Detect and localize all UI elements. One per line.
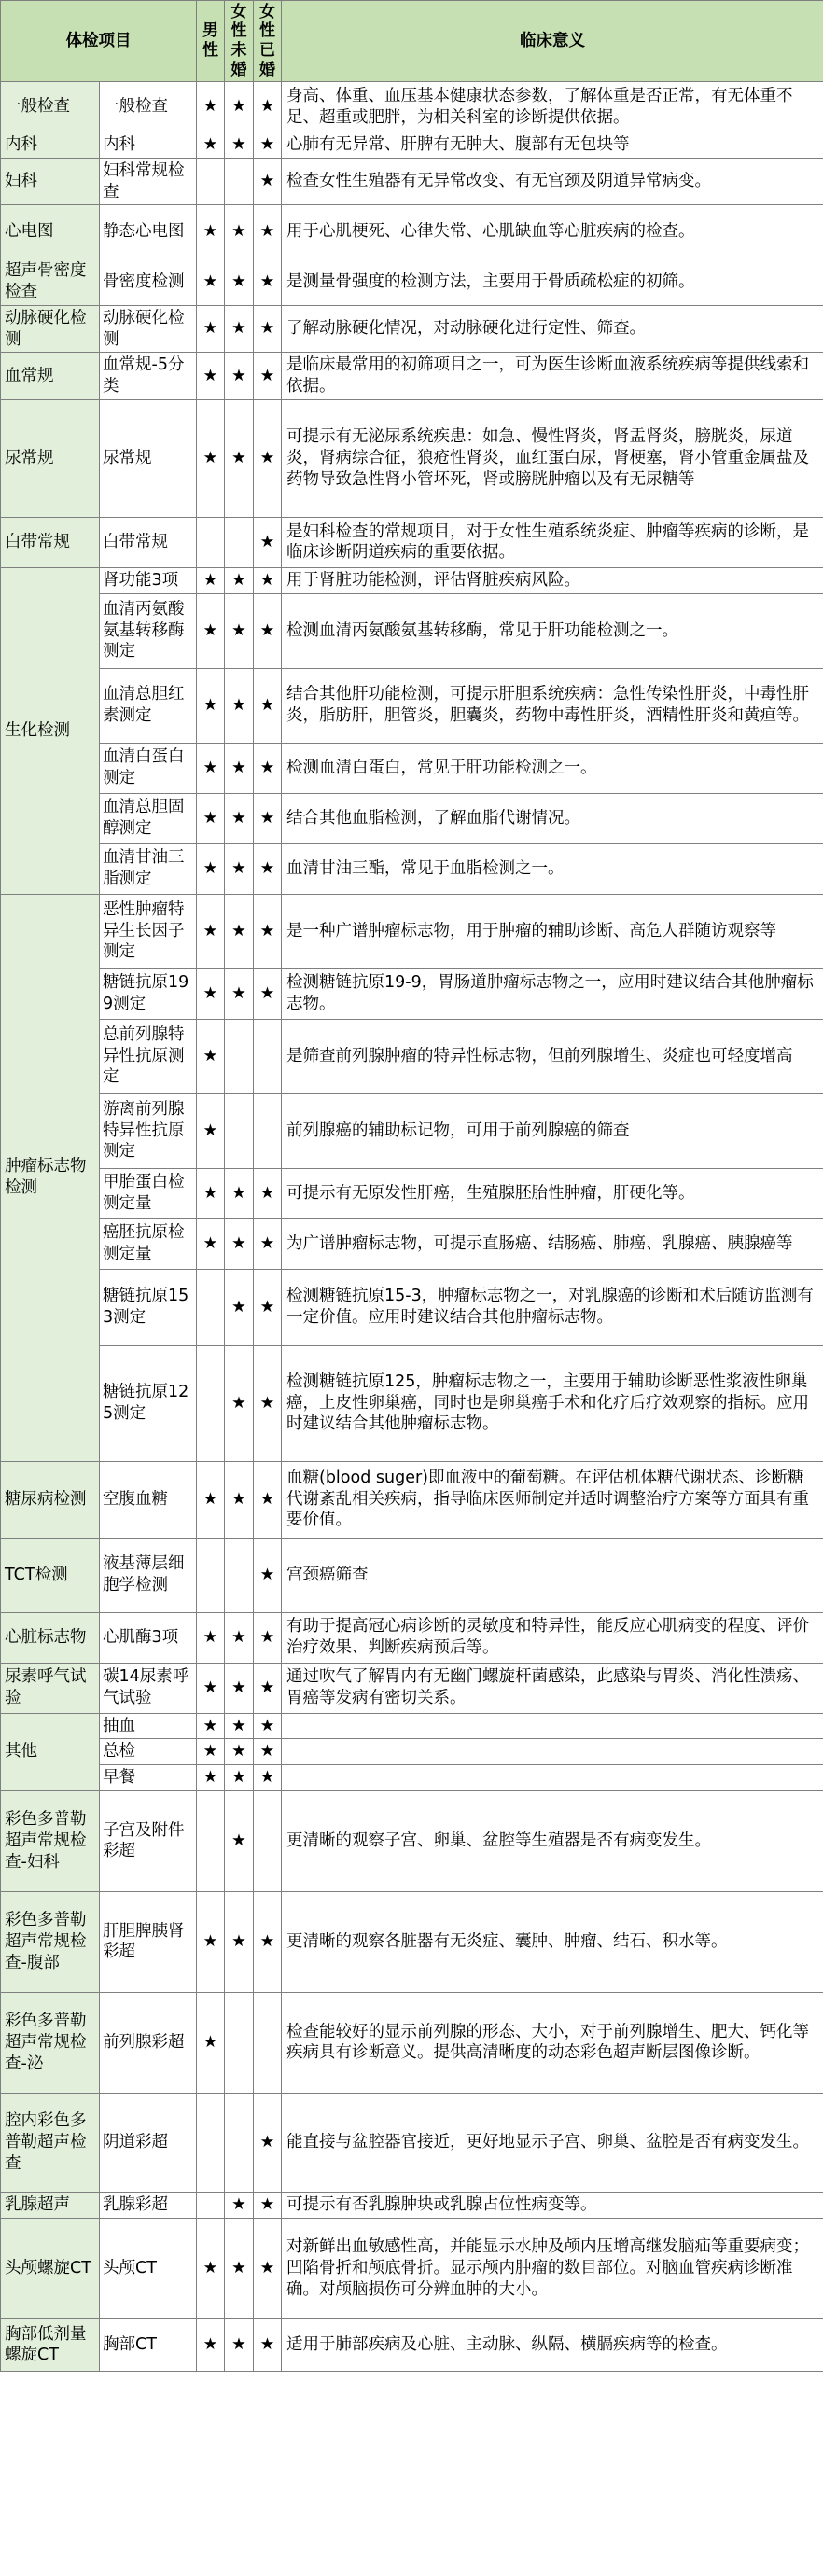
sub-item-cell: 前列腺彩超 bbox=[100, 1992, 197, 2093]
table-row bbox=[1, 517, 823, 567]
female-married-mark: ★ bbox=[254, 258, 282, 306]
meaning-cell: 用于心肌梗死、心律失常、心肌缺血等心脏疾病的检查。 bbox=[282, 205, 823, 258]
male-mark: ★ bbox=[197, 1461, 225, 1538]
male-mark bbox=[197, 1345, 225, 1461]
table-row bbox=[1, 399, 823, 517]
female-married-mark: ★ bbox=[254, 399, 282, 517]
female-married-mark: ★ bbox=[254, 593, 282, 668]
category-cell: 超声骨密度检查 bbox=[1, 258, 100, 306]
sub-item-cell: 尿常规 bbox=[100, 399, 197, 517]
meaning-cell: 能直接与盆腔器官接近，更好地显示子宫、卵巢、盆腔是否有病变发生。 bbox=[282, 2093, 823, 2192]
female-unmarried-mark: ★ bbox=[225, 1345, 254, 1461]
meaning-cell: 身高、体重、血压基本健康状态参数，了解体重是否正常，有无体重不足、超重或肥胖，为相关科室的诊断提供依据。 bbox=[282, 82, 823, 132]
meaning-cell: 对新鲜出血敏感性高，并能显示水肿及颅内压增高继发脑疝等重要病变；凹陷骨折和颅底骨折。显示颅内肿瘤的数目部位。对脑血管疾病诊断准确。对颅脑损伤可分辨血肿的大小。 bbox=[282, 2218, 823, 2318]
table-row bbox=[1, 1269, 823, 1345]
table-row bbox=[1, 1765, 823, 1791]
meaning-cell: 结合其他血脂检测，了解血脂代谢情况。 bbox=[282, 793, 823, 843]
meaning-cell: 前列腺癌的辅助标记物，可用于前列腺癌的筛查 bbox=[282, 1093, 823, 1168]
table-row bbox=[1, 1992, 823, 2093]
table-row bbox=[1, 353, 823, 400]
male-mark: ★ bbox=[197, 2318, 225, 2371]
sub-item-cell: 血清甘油三脂测定 bbox=[100, 843, 197, 894]
table-row bbox=[1, 2218, 823, 2318]
male-mark: ★ bbox=[197, 743, 225, 793]
table-row bbox=[1, 1461, 823, 1538]
female-unmarried-mark: ★ bbox=[225, 1168, 254, 1218]
sub-item-cell: 乳腺彩超 bbox=[100, 2192, 197, 2218]
male-mark: ★ bbox=[197, 1218, 225, 1269]
male-mark bbox=[197, 1269, 225, 1345]
meaning-cell: 适用于肺部疾病及心脏、主动脉、纵隔、横膈疾病等的检查。 bbox=[282, 2318, 823, 2371]
female-unmarried-mark: ★ bbox=[225, 843, 254, 894]
table-row bbox=[1, 1739, 823, 1765]
sub-item-cell: 内科 bbox=[100, 132, 197, 159]
header-row bbox=[1, 1, 823, 82]
male-mark: ★ bbox=[197, 1093, 225, 1168]
sub-item-cell: 肝胆脾胰肾彩超 bbox=[100, 1891, 197, 1992]
male-mark: ★ bbox=[197, 1663, 225, 1713]
sub-item-cell: 糖链抗原125测定 bbox=[100, 1345, 197, 1461]
female-unmarried-mark: ★ bbox=[225, 668, 254, 743]
sub-item-cell: 甲胎蛋白检测定量 bbox=[100, 1168, 197, 1218]
male-mark: ★ bbox=[197, 843, 225, 894]
male-mark: ★ bbox=[197, 82, 225, 132]
category-cell: 彩色多普勒超声常规检查-妇科 bbox=[1, 1790, 100, 1891]
female-married-mark bbox=[254, 1790, 282, 1891]
sub-item-cell: 血清总胆红素测定 bbox=[100, 668, 197, 743]
male-mark: ★ bbox=[197, 399, 225, 517]
meaning-cell: 检查女性生殖器有无异常改变、有无宫颈及阴道异常病变。 bbox=[282, 158, 823, 205]
sub-item-cell: 一般检查 bbox=[100, 82, 197, 132]
meaning-cell: 血糖(blood suger)即血液中的葡萄糖。在评估机体糖代谢状态、诊断糖代谢紊乱相关疾病，指导临床医师制定并适时调整治疗方案等方面具有重要价值。 bbox=[282, 1461, 823, 1538]
sub-item-cell: 血常规-5分类 bbox=[100, 353, 197, 400]
female-married-mark: ★ bbox=[254, 968, 282, 1019]
female-married-mark: ★ bbox=[254, 1765, 282, 1791]
female-married-mark: ★ bbox=[254, 668, 282, 743]
meaning-cell: 结合其他肝功能检测，可提示肝胆系统疾病：急性传染性肝炎，中毒性肝炎，脂肪肝，胆管炎，胆囊炎，药物中毒性肝炎，酒精性肝炎和黄疸等。 bbox=[282, 668, 823, 743]
female-married-mark: ★ bbox=[254, 305, 282, 353]
male-mark: ★ bbox=[197, 205, 225, 258]
male-mark: ★ bbox=[197, 1713, 225, 1739]
meaning-cell: 通过吹气了解胃内有无幽门螺旋杆菌感染，此感染与胃炎、消化性溃疡、胃癌等发病有密切关系。 bbox=[282, 1663, 823, 1713]
male-mark: ★ bbox=[197, 258, 225, 306]
female-unmarried-mark: ★ bbox=[225, 894, 254, 968]
meaning-cell: 检测糖链抗原19-9，胃肠道肿瘤标志物之一，应用时建议结合其他肿瘤标志物。 bbox=[282, 968, 823, 1019]
sub-item-cell: 静态心电图 bbox=[100, 205, 197, 258]
table-row bbox=[1, 567, 823, 593]
sub-item-cell: 胸部CT bbox=[100, 2318, 197, 2371]
female-married-mark: ★ bbox=[254, 2318, 282, 2371]
female-married-mark: ★ bbox=[254, 1345, 282, 1461]
header-female-unmarried: 女性未婚 bbox=[225, 1, 254, 82]
sub-item-cell: 妇科常规检查 bbox=[100, 158, 197, 205]
table-row bbox=[1, 1891, 823, 1992]
female-unmarried-mark: ★ bbox=[225, 205, 254, 258]
sub-item-cell: 空腹血糖 bbox=[100, 1461, 197, 1538]
category-cell: 白带常规 bbox=[1, 517, 100, 567]
table-row bbox=[1, 593, 823, 668]
category-cell: 动脉硬化检测 bbox=[1, 305, 100, 353]
table-row bbox=[1, 743, 823, 793]
female-married-mark: ★ bbox=[254, 567, 282, 593]
male-mark bbox=[197, 1538, 225, 1612]
sub-item-cell: 血清总胆固醇测定 bbox=[100, 793, 197, 843]
table-row bbox=[1, 1612, 823, 1663]
male-mark: ★ bbox=[197, 1739, 225, 1765]
category-cell: 彩色多普勒超声常规检查-腹部 bbox=[1, 1891, 100, 1992]
male-mark: ★ bbox=[197, 1612, 225, 1663]
header-item: 体检项目 bbox=[1, 1, 197, 82]
male-mark: ★ bbox=[197, 793, 225, 843]
female-married-mark: ★ bbox=[254, 2093, 282, 2192]
meaning-cell bbox=[282, 1713, 823, 1739]
meaning-cell: 可提示有否乳腺肿块或乳腺占位性病变等。 bbox=[282, 2192, 823, 2218]
female-unmarried-mark bbox=[225, 1093, 254, 1168]
meaning-cell: 可提示有无原发性肝癌，生殖腺胚胎性肿瘤，肝硬化等。 bbox=[282, 1168, 823, 1218]
female-unmarried-mark bbox=[225, 1019, 254, 1093]
table-row bbox=[1, 205, 823, 258]
meaning-cell: 是临床最常用的初筛项目之一，可为医生诊断血液系统疾病等提供线索和依据。 bbox=[282, 353, 823, 400]
sub-item-cell: 癌胚抗原检测定量 bbox=[100, 1218, 197, 1269]
male-mark: ★ bbox=[197, 668, 225, 743]
female-unmarried-mark: ★ bbox=[225, 1218, 254, 1269]
female-unmarried-mark: ★ bbox=[225, 567, 254, 593]
category-cell: 一般检查 bbox=[1, 82, 100, 132]
sub-item-cell: 肾功能3项 bbox=[100, 567, 197, 593]
category-cell: 心脏标志物 bbox=[1, 1612, 100, 1663]
category-cell: 尿素呼气试验 bbox=[1, 1663, 100, 1713]
female-married-mark bbox=[254, 1992, 282, 2093]
category-cell: TCT检测 bbox=[1, 1538, 100, 1612]
category-cell: 生化检测 bbox=[1, 567, 100, 894]
sub-item-cell: 血清丙氨酸氨基转移酶测定 bbox=[100, 593, 197, 668]
female-married-mark: ★ bbox=[254, 517, 282, 567]
female-unmarried-mark: ★ bbox=[225, 1269, 254, 1345]
table-row bbox=[1, 132, 823, 159]
female-unmarried-mark: ★ bbox=[225, 1663, 254, 1713]
sub-item-cell: 骨密度检测 bbox=[100, 258, 197, 306]
female-married-mark: ★ bbox=[254, 2218, 282, 2318]
sub-item-cell: 抽血 bbox=[100, 1713, 197, 1739]
female-married-mark: ★ bbox=[254, 1538, 282, 1612]
female-unmarried-mark: ★ bbox=[225, 743, 254, 793]
female-unmarried-mark: ★ bbox=[225, 82, 254, 132]
meaning-cell: 了解动脉硬化情况，对动脉硬化进行定性、筛查。 bbox=[282, 305, 823, 353]
male-mark: ★ bbox=[197, 132, 225, 159]
female-unmarried-mark: ★ bbox=[225, 1739, 254, 1765]
category-cell: 糖尿病检测 bbox=[1, 1461, 100, 1538]
female-married-mark: ★ bbox=[254, 1739, 282, 1765]
female-married-mark bbox=[254, 1093, 282, 1168]
female-unmarried-mark: ★ bbox=[225, 305, 254, 353]
female-unmarried-mark: ★ bbox=[225, 1612, 254, 1663]
meaning-cell: 是筛查前列腺肿瘤的特异性标志物，但前列腺增生、炎症也可轻度增高 bbox=[282, 1019, 823, 1093]
table-row bbox=[1, 843, 823, 894]
female-unmarried-mark: ★ bbox=[225, 968, 254, 1019]
sub-item-cell: 心肌酶3项 bbox=[100, 1612, 197, 1663]
male-mark: ★ bbox=[197, 1019, 225, 1093]
female-unmarried-mark: ★ bbox=[225, 399, 254, 517]
female-married-mark: ★ bbox=[254, 132, 282, 159]
female-unmarried-mark bbox=[225, 1992, 254, 2093]
table-row bbox=[1, 793, 823, 843]
male-mark: ★ bbox=[197, 353, 225, 400]
female-unmarried-mark: ★ bbox=[225, 132, 254, 159]
category-cell: 腔内彩色多普勒超声检查 bbox=[1, 2093, 100, 2192]
male-mark bbox=[197, 517, 225, 567]
female-married-mark: ★ bbox=[254, 1218, 282, 1269]
female-married-mark: ★ bbox=[254, 205, 282, 258]
meaning-cell: 更清晰的观察子宫、卵巢、盆腔等生殖器是否有病变发生。 bbox=[282, 1790, 823, 1891]
table-row bbox=[1, 894, 823, 968]
table-row bbox=[1, 1218, 823, 1269]
category-cell: 乳腺超声 bbox=[1, 2192, 100, 2218]
male-mark: ★ bbox=[197, 894, 225, 968]
male-mark: ★ bbox=[197, 305, 225, 353]
category-cell: 其他 bbox=[1, 1713, 100, 1790]
female-unmarried-mark bbox=[225, 1538, 254, 1612]
category-cell: 血常规 bbox=[1, 353, 100, 400]
male-mark: ★ bbox=[197, 1168, 225, 1218]
table-row bbox=[1, 2318, 823, 2371]
female-unmarried-mark: ★ bbox=[225, 2318, 254, 2371]
female-married-mark: ★ bbox=[254, 1891, 282, 1992]
table-row bbox=[1, 1663, 823, 1713]
male-mark: ★ bbox=[197, 1992, 225, 2093]
table-row bbox=[1, 2192, 823, 2218]
category-cell: 胸部低剂量螺旋CT bbox=[1, 2318, 100, 2371]
sub-item-cell: 游离前列腺特异性抗原测定 bbox=[100, 1093, 197, 1168]
table-row bbox=[1, 668, 823, 743]
female-unmarried-mark: ★ bbox=[225, 1765, 254, 1791]
meaning-cell: 是测量骨强度的检测方法，主要用于骨质疏松症的初筛。 bbox=[282, 258, 823, 306]
female-unmarried-mark: ★ bbox=[225, 1461, 254, 1538]
table-row bbox=[1, 1168, 823, 1218]
male-mark: ★ bbox=[197, 968, 225, 1019]
female-married-mark: ★ bbox=[254, 1168, 282, 1218]
male-mark: ★ bbox=[197, 1765, 225, 1791]
meaning-cell: 是一种广谱肿瘤标志物，用于肿瘤的辅助诊断、高危人群随访观察等 bbox=[282, 894, 823, 968]
category-cell: 妇科 bbox=[1, 158, 100, 205]
table-row bbox=[1, 1538, 823, 1612]
female-married-mark: ★ bbox=[254, 793, 282, 843]
table-row bbox=[1, 158, 823, 205]
meaning-cell: 用于肾脏功能检测，评估肾脏疾病风险。 bbox=[282, 567, 823, 593]
sub-item-cell: 糖链抗原199测定 bbox=[100, 968, 197, 1019]
table-row bbox=[1, 305, 823, 353]
sub-item-cell: 液基薄层细胞学检测 bbox=[100, 1538, 197, 1612]
female-married-mark: ★ bbox=[254, 843, 282, 894]
table-row bbox=[1, 1093, 823, 1168]
sub-item-cell: 动脉硬化检测 bbox=[100, 305, 197, 353]
female-married-mark: ★ bbox=[254, 894, 282, 968]
female-married-mark: ★ bbox=[254, 1663, 282, 1713]
sub-item-cell: 阴道彩超 bbox=[100, 2093, 197, 2192]
female-unmarried-mark: ★ bbox=[225, 1790, 254, 1891]
female-unmarried-mark: ★ bbox=[225, 593, 254, 668]
female-unmarried-mark: ★ bbox=[225, 1891, 254, 1992]
female-married-mark: ★ bbox=[254, 158, 282, 205]
male-mark: ★ bbox=[197, 2218, 225, 2318]
female-married-mark: ★ bbox=[254, 1269, 282, 1345]
meaning-cell: 是妇科检查的常规项目，对于女性生殖系统炎症、肿瘤等疾病的诊断，是临床诊断阴道疾病的重要依据。 bbox=[282, 517, 823, 567]
female-unmarried-mark: ★ bbox=[225, 258, 254, 306]
meaning-cell: 宫颈癌筛查 bbox=[282, 1538, 823, 1612]
male-mark bbox=[197, 1790, 225, 1891]
header-female-married: 女性已婚 bbox=[254, 1, 282, 82]
male-mark: ★ bbox=[197, 593, 225, 668]
meaning-cell bbox=[282, 1765, 823, 1791]
male-mark bbox=[197, 158, 225, 205]
female-unmarried-mark bbox=[225, 2093, 254, 2192]
sub-item-cell: 头颅CT bbox=[100, 2218, 197, 2318]
male-mark: ★ bbox=[197, 1891, 225, 1992]
sub-item-cell: 糖链抗原153测定 bbox=[100, 1269, 197, 1345]
meaning-cell: 检测糖链抗原125，肿瘤标志物之一，主要用于辅助诊断恶性浆液性卵巢癌，上皮性卵巢癌，同时也是卵巢癌手术和化疗后疗效观察的指标。应用时建议结合其他肿瘤标志物。 bbox=[282, 1345, 823, 1461]
category-cell: 内科 bbox=[1, 132, 100, 159]
sub-item-cell: 早餐 bbox=[100, 1765, 197, 1791]
female-married-mark: ★ bbox=[254, 353, 282, 400]
meaning-cell: 更清晰的观察各脏器有无炎症、囊肿、肿瘤、结石、积水等。 bbox=[282, 1891, 823, 1992]
table-row bbox=[1, 258, 823, 306]
sub-item-cell: 白带常规 bbox=[100, 517, 197, 567]
female-unmarried-mark: ★ bbox=[225, 793, 254, 843]
meaning-cell: 心肺有无异常、肝脾有无肿大、腹部有无包块等 bbox=[282, 132, 823, 159]
sub-item-cell: 总前列腺特异性抗原测定 bbox=[100, 1019, 197, 1093]
category-cell: 尿常规 bbox=[1, 399, 100, 517]
meaning-cell: 血清甘油三酯，常见于血脂检测之一。 bbox=[282, 843, 823, 894]
table-row bbox=[1, 1790, 823, 1891]
meaning-cell: 检测血清丙氨酸氨基转移酶，常见于肝功能检测之一。 bbox=[282, 593, 823, 668]
table-row bbox=[1, 1019, 823, 1093]
female-married-mark: ★ bbox=[254, 743, 282, 793]
category-cell: 头颅螺旋CT bbox=[1, 2218, 100, 2318]
female-unmarried-mark bbox=[225, 158, 254, 205]
category-cell: 心电图 bbox=[1, 205, 100, 258]
female-married-mark: ★ bbox=[254, 2192, 282, 2218]
female-unmarried-mark: ★ bbox=[225, 2192, 254, 2218]
male-mark: ★ bbox=[197, 567, 225, 593]
female-unmarried-mark: ★ bbox=[225, 353, 254, 400]
table-row bbox=[1, 968, 823, 1019]
sub-item-cell: 恶性肿瘤特异生长因子测定 bbox=[100, 894, 197, 968]
male-mark bbox=[197, 2192, 225, 2218]
female-married-mark: ★ bbox=[254, 1713, 282, 1739]
table-row bbox=[1, 1713, 823, 1739]
female-married-mark bbox=[254, 1019, 282, 1093]
female-unmarried-mark bbox=[225, 517, 254, 567]
female-unmarried-mark: ★ bbox=[225, 2218, 254, 2318]
meaning-cell: 检测血清白蛋白，常见于肝功能检测之一。 bbox=[282, 743, 823, 793]
header-meaning: 临床意义 bbox=[282, 1, 823, 82]
meaning-cell: 检查能较好的显示前列腺的形态、大小，对于前列腺增生、肥大、钙化等疾病具有诊断意义。提供高清晰度的动态彩色超声断层图像诊断。 bbox=[282, 1992, 823, 2093]
meaning-cell: 为广谱肿瘤标志物，可提示直肠癌、结肠癌、肺癌、乳腺癌、胰腺癌等 bbox=[282, 1218, 823, 1269]
category-cell: 彩色多普勒超声常规检查-泌 bbox=[1, 1992, 100, 2093]
female-married-mark: ★ bbox=[254, 82, 282, 132]
sub-item-cell: 总检 bbox=[100, 1739, 197, 1765]
female-unmarried-mark: ★ bbox=[225, 1713, 254, 1739]
header-male: 男性 bbox=[197, 1, 225, 82]
sub-item-cell: 子宫及附件彩超 bbox=[100, 1790, 197, 1891]
table-row bbox=[1, 82, 823, 132]
female-married-mark: ★ bbox=[254, 1461, 282, 1538]
category-cell: 肿瘤标志物检测 bbox=[1, 894, 100, 1461]
meaning-cell: 可提示有无泌尿系统疾患：如急、慢性肾炎，肾盂肾炎，膀胱炎，尿道炎，肾病综合征，狼疮性肾炎，血红蛋白尿，肾梗塞，肾小管重金属盐及药物导致急性肾小管坏死，肾或膀胱肿瘤以及有无尿糖等 bbox=[282, 399, 823, 517]
sub-item-cell: 血清白蛋白测定 bbox=[100, 743, 197, 793]
meaning-cell bbox=[282, 1739, 823, 1765]
table-row bbox=[1, 1345, 823, 1461]
female-married-mark: ★ bbox=[254, 1612, 282, 1663]
sub-item-cell: 碳14尿素呼气试验 bbox=[100, 1663, 197, 1713]
male-mark bbox=[197, 2093, 225, 2192]
meaning-cell: 有助于提高冠心病诊断的灵敏度和特异性，能反应心肌病变的程度、评价治疗效果、判断疾病预后等。 bbox=[282, 1612, 823, 1663]
table-row bbox=[1, 2093, 823, 2192]
meaning-cell: 检测糖链抗原15-3，肿瘤标志物之一，对乳腺癌的诊断和术后随访监测有一定价值。应用时建议结合其他肿瘤标志物。 bbox=[282, 1269, 823, 1345]
